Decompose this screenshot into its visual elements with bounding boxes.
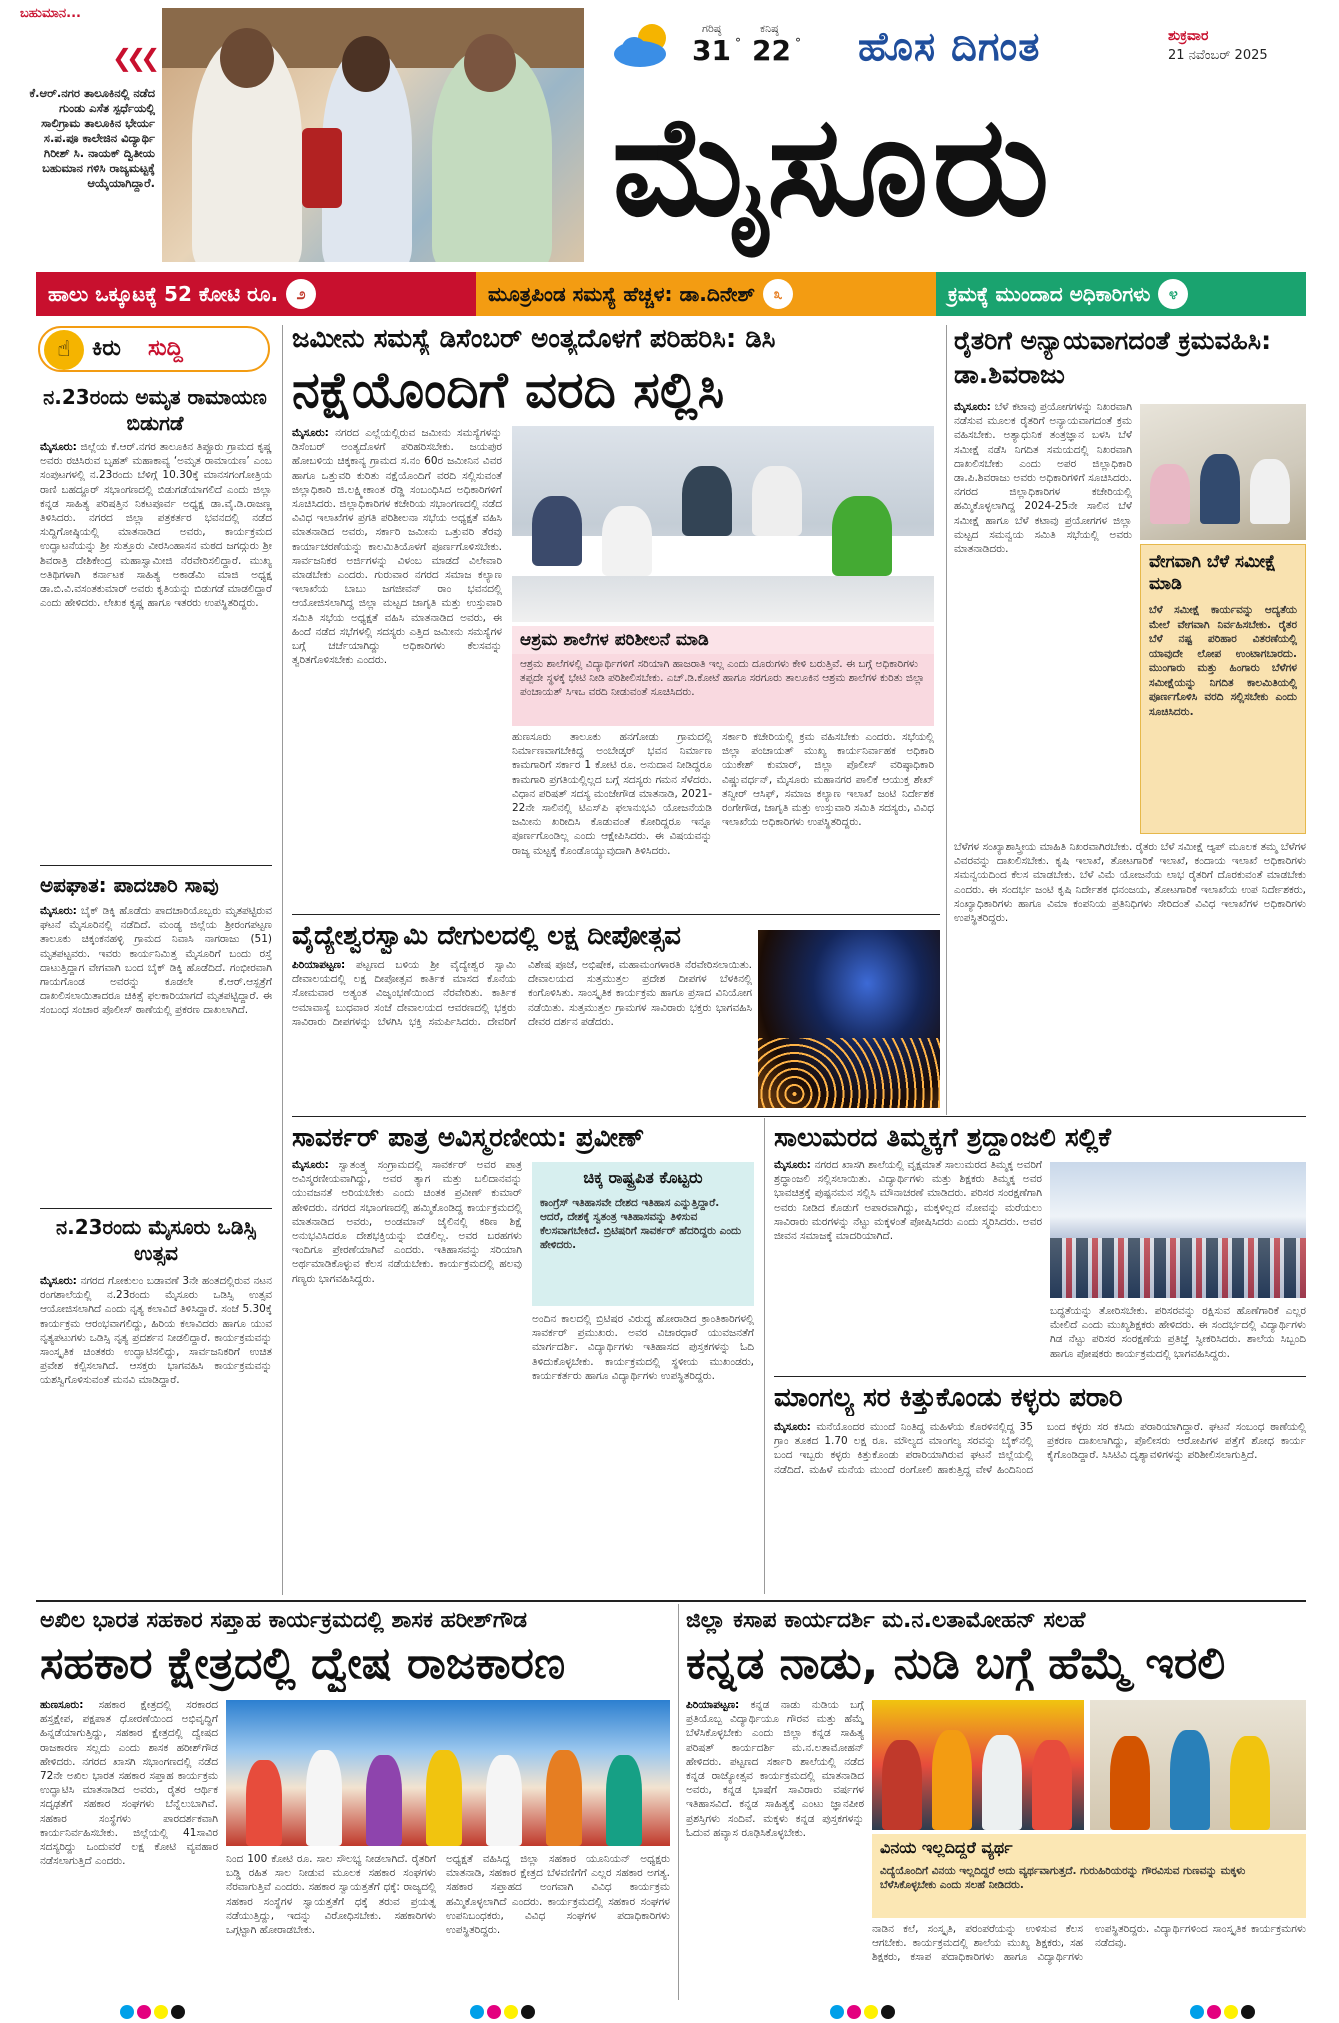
savarkar-box-text: ಕಾಂಗ್ರೆಸ್ ಇತಿಹಾಸವೇ ದೇಶದ ಇತಿಹಾಸ ಎನ್ನುತ್ತಿದ್ದಾರೆ. ಆದರೆ, ದೇಶಕ್ಕೆ ಸ್ವತಂತ್ರ ಇತಿಹಾಸವನ್ನು ತಿಳಿಸುವ ಕೆಲಸವಾಗಬೇಕಿದೆ. ಬ್ರಿಟಿಷರಿಗೆ ಸಾವರ್ಕರ್ ಹೆದರಿದ್ದರು ಎಂದು ಹೇಳಿದರು. bbox=[540, 1197, 742, 1251]
weather-max-label: ಗರಿಷ್ಠ bbox=[702, 22, 722, 35]
savarkar-place: ಮೈಸೂರು: bbox=[292, 1159, 329, 1171]
lead-text1: ನಗರದ ಎಲ್ಲೆಯಲ್ಲಿರುವ ಜಮೀನು ಸಮಸ್ಯೆಗಳನ್ನು ಡಿಸೆಂಬರ್ ಅಂತ್ಯದೊಳಗೆ ಪರಿಹರಿಸಬೇಕು. ಜಯಪುರ ಹೋಬಳಿಯ ಚಿಕ್ಕಕಾನ್ಯ ಗ್ರಾಮದ ಸ.ನಂ 60ರ ಜಮೀನಿನ ವಿವರ ಹಾಗೂ ಒತ್ತುವರಿ ಕುರಿತು ನಕ್ಷೆಯೊಂದಿಗೆ ವರದಿ ಸಲ್ಲಿಸುವಂತೆ ಜಿಲ್ಲಾಧಿಕಾರಿ ಜಿ.ಲಕ್ಷ್ಮೀಕಾಂತ ರೆಡ್ಡಿ ಸಂಬಂಧಿಸಿದ ಅಧಿಕಾರಿಗಳಿಗೆ ಸೂಚಿಸಿದರು. ಜಿಲ್ಲಾಧಿಕಾರಿಗಳ ಕಚೇರಿಯ ಸಭಾಂಗಣದಲ್ಲಿ ನಡೆದ ವಿವಿಧ ಇಲಾಖೆಗಳ ಪ್ರಗತಿ ಪರಿಶೀಲನಾ ಸಭೆಯ ಅಧ್ಯಕ್ಷತೆ ವಹಿಸಿ ಮಾತನಾಡಿದ ಅವರು, ಸರ್ಕಾರಿ ಜಮೀನು ಒತ್ತುವರಿ ತೆರವು ಕಾರ್ಯಾಚರಣೆಯನ್ನು ಕಾಲಮಿತಿಯೊಳಗೆ ಪೂರ್ಣಗೊಳಿಸಬೇಕು. ಸಾರ್ವಜನಿಕರ ಅರ್ಜಿಗಳನ್ನು ವಿಳಂಬ ಮಾಡದೆ ವಿಲೇವಾರಿ ಮಾಡಬೇಕು ಎಂದರು. ಗುರುವಾರ ನಗರದ ಸಮಾಜ ಕಲ್ಯಾಣ ಇಲಾಖೆಯ ಬಾಬು ಜಗಜೀವನ್ ರಾಂ ಭವನದಲ್ಲಿ ಆಯೋಜಿಸಲಾಗಿದ್ದ ಜಿಲ್ಲಾ ಮಟ್ಟದ ಜಾಗೃತಿ ಮತ್ತು ಉಸ್ತುವಾರಿ ಸಮಿತಿ ಸಭೆಯ ಅಧ್ಯಕ್ಷತೆ ವಹಿಸಿ ಮಾತನಾಡಿದ ಅವರು, ಈ ಹಿಂದೆ ನಡೆದ ಸಭೆಗಳಲ್ಲಿ ಸದಸ್ಯರು ಎತ್ತಿದ ಜಮೀನು ಸಮಸ್ಯೆಗಳ ಬಗ್ಗೆ ಚರ್ಚೆಯಾಗಿದ್ದು ಅಧಿಕಾರಿಗಳು ಕೆಲಸವನ್ನು ತ್ವರಿತಗೊಳಿಸಬೇಕು ಎಂದರು. bbox=[292, 427, 502, 667]
brief-2-body bbox=[40, 904, 272, 1202]
ticker-2-text: ಮೂತ್ರಪಿಂಡ ಸಮಸ್ಯೆ ಹೆಚ್ಚಳ: ಡಾ.ದಿನೇಶ್ bbox=[488, 282, 755, 306]
lead-text3: ಸರ್ಕಾರಿ ಕಚೇರಿಯಲ್ಲಿ ಕ್ರಮ ವಹಿಸಬೇಕು ಎಂದರು. ಸಭೆಯಲ್ಲಿ ಜಿಲ್ಲಾ ಪಂಚಾಯತ್ ಮುಖ್ಯ ಕಾರ್ಯನಿರ್ವಾಹಕ ಅಧಿಕಾರಿ ಯುಕೇಶ್ ಕುಮಾರ್, ಜಿಲ್ಲಾ ಪೊಲೀಸ್ ವರಿಷ್ಠಾಧಿಕಾರಿ ವಿಷ್ಣುವರ್ಧನ್, ಮೈಸೂರು ಮಹಾನಗರ ಪಾಲಿಕೆ ಆಯುಕ್ತ ಶೇಖ್ ತನ್ವೀರ್ ಆಸಿಫ್, ಸಮಾಜ ಕಲ್ಯಾಣ ಇಲಾಖೆ ಜಂಟಿ ನಿರ್ದೇಶಕ ರಂಗೇಗೌಡ, ಜಾಗೃತಿ ಮತ್ತು ಉಸ್ತುವಾರಿ ಸಮಿತಿ ಸದಸ್ಯರು, ವಿವಿಧ ಇಲಾಖೆಯ ಅಧಿಕಾರಿಗಳು ಉಪಸ್ಥಿತರಿದ್ದರು. bbox=[722, 731, 934, 829]
kannada-text2: ನಾಡಿನ ಕಲೆ, ಸಂಸ್ಕೃತಿ, ಪರಂಪರೆಯನ್ನು ಉಳಿಸುವ ಕೆಲಸ ಆಗಬೇಕು. ಕಾರ್ಯಕ್ರಮದಲ್ಲಿ ಶಾಲೆಯ ಮುಖ್ಯ ಶಿಕ್ಷಕರು, ಸಹ ಶಿಕ್ಷಕರು, ಕಸಾಪ ಪದಾಧಿಕಾರಿಗಳು ಹಾಗೂ ವಿದ್ಯಾರ್ಥಿಗಳು ಉಪಸ್ಥಿತರಿದ್ದರು. ವಿದ್ಯಾರ್ಥಿಗಳಿಂದ ಸಾಂಸ್ಕೃತಿಕ ಕಾರ್ಯಕ್ರಮಗಳು ನಡೆದವು. bbox=[872, 1923, 1306, 1964]
weather-min: 22 bbox=[752, 34, 791, 67]
paper-name-logo: ಹೊಸ ದಿಗಂತ bbox=[858, 24, 1041, 70]
kiru-suddi-badge bbox=[38, 326, 270, 372]
edition-title: ಮೈಸೂರು bbox=[612, 86, 1054, 247]
brief-1-text: ಜಿಲ್ಲೆಯ ಕೆ.ಆರ್.ನಗರ ತಾಲೂಕಿನ ತಿಪ್ಪೂರು ಗ್ರಾಮದ ಕೃಷ್ಣ ಅವರು ರಚಿಸಿರುವ ಬೃಹತ್ ಮಹಾಕಾವ್ಯ ‘ಅಮೃತ ರಾಮಾಯಣ’ ಎಂಬ ಸಂಪುಟಗಳಲ್ಲಿ ನ.23ರಂದು ಬೆಳಿಗ್ಗೆ 10.30ಕ್ಕೆ ಮಾನಸಗಂಗೋತ್ರಿಯ ರಾಣಿ ಬಹದ್ದೂರ್ ಸಭಾಂಗಣದಲ್ಲಿ ಬಿಡುಗಡೆಯಾಗಲಿದೆ ಎಂದು ಜಿಲ್ಲಾ ಕನ್ನಡ ಸಾಹಿತ್ಯ ಪರಿಷತ್ತಿನ ನಿಕಟಪೂರ್ವ ಅಧ್ಯಕ್ಷ ಡಾ.ವೈ.ಡಿ.ರಾಜಣ್ಣ ತಿಳಿಸಿದರು. ನಗರದ ಜಿಲ್ಲಾ ಪತ್ರಕರ್ತರ ಭವನದಲ್ಲಿ ನಡೆದ ಸುದ್ದಿಗೋಷ್ಠಿಯಲ್ಲಿ ಮಾತನಾಡಿದ ಅವರು, ಕಾರ್ಯಕ್ರಮದ ಉದ್ಘಾಟನೆಯನ್ನು ಶ್ರೀ ಸುತ್ತೂರು ವೀರಸಿಂಹಾಸನ ಮಠದ ಜಗದ್ಗುರು ಶ್ರೀ ಶಿವರಾತ್ರಿ ದೇಶಿಕೇಂದ್ರ ಮಹಾಸ್ವಾಮೀಜಿ ನೆರವೇರಿಸಲಿದ್ದಾರೆ. ಮುಖ್ಯ ಅತಿಥಿಗಳಾಗಿ ಕರ್ನಾಟಕ ಸಾಹಿತ್ಯ ಅಕಾಡೆಮಿ ಮಾಜಿ ಅಧ್ಯಕ್ಷ ಡಾ.ಬಿ.ವಿ.ವಸಂತಕುಮಾರ್ ಅವರು ಕೃತಿಯನ್ನು ಬಿಡುಗಡೆ ಮಾಡಲಿದ್ದಾರೆ ಎಂದು ಹೇಳಿದರು. ಲೇಖಕ ಕೃಷ್ಣ ಹಾಗೂ ಇತರರು ಉಪಸ್ಥಿತರಿದ್ದರು. bbox=[40, 441, 272, 610]
mangalya-text: ಮನೆಯೊಂದರ ಮುಂದೆ ನಿಂತಿದ್ದ ಮಹಿಳೆಯ ಕೊರಳಿನಲ್ಲಿದ್ದ 35 ಗ್ರಾಂ ತೂಕದ 1.70 ಲಕ್ಷ ರೂ. ಮೌಲ್ಯದ ಮಾಂಗಲ್ಯ ಸರವನ್ನು ಬೈಕ್‌ನಲ್ಲಿ ಬಂದ ಇಬ್ಬರು ಕಳ್ಳರು ಕಿತ್ತುಕೊಂಡು ಪರಾರಿಯಾಗಿರುವ ಘಟನೆ ಜಿಲ್ಲೆಯಲ್ಲಿ ನಡೆದಿದೆ. ಮಹಿಳೆ ಮನೆಯ ಮುಂದೆ ರಂಗೋಲಿ ಹಾಕುತ್ತಿದ್ದ ವೇಳೆ ಹಿಂದಿನಿಂದ ಬಂದ ಕಳ್ಳರು ಸರ ಕಸಿದು ಪರಾರಿಯಾಗಿದ್ದಾರೆ. ಘಟನೆ ಸಂಬಂಧ ಠಾಣೆಯಲ್ಲಿ ಪ್ರಕರಣ ದಾಖಲಾಗಿದ್ದು, ಪೊಲೀಸರು ಆರೋಪಿಗಳ ಪತ್ತೆಗೆ ಶೋಧ ಕಾರ್ಯ ಕೈಗೊಂಡಿದ್ದಾರೆ. ಸಿಸಿಟಿವಿ ದೃಶ್ಯಾವಳಿಗಳನ್ನು ಪರಿಶೀಲಿಸಲಾಗುತ್ತಿದೆ. bbox=[774, 1421, 1306, 1476]
deepotsava-text: ಪಟ್ಟಣದ ಬಳಿಯ ಶ್ರೀ ವೈದ್ಯೇಶ್ವರ ಸ್ವಾಮಿ ದೇವಾಲಯದಲ್ಲಿ ಲಕ್ಷ ದೀಪೋತ್ಸವ ಕಾರ್ತಿಕ ಮಾಸದ ಕೊನೆಯ ಸೋಮವಾರ ಅತ್ಯಂತ ವಿಜೃಂಭಣೆಯಿಂದ ನೆರವೇರಿತು. ಕಾರ್ತಿಕ ಅಮಾವಾಸ್ಯೆ ಬುಧವಾರ ಸಂಜೆ ದೇವಾಲಯದ ಆವರಣದಲ್ಲಿ ಭಕ್ತರು ಸಾವಿರಾರು ದೀಪಗಳನ್ನು ಬೆಳಗಿಸಿ ಭಕ್ತಿ ಸಮರ್ಪಿಸಿದರು. ದೇವರಿಗೆ ವಿಶೇಷ ಪೂಜೆ, ಅಭಿಷೇಕ, ಮಹಾಮಂಗಳಾರತಿ ನೆರವೇರಿಸಲಾಯಿತು. ದೇವಾಲಯದ ಸುತ್ತಮುತ್ತಲ ಪ್ರದೇಶ ದೀಪಗಳ ಬೆಳಕಿನಲ್ಲಿ ಕಂಗೊಳಿಸಿತು. ಸಾಂಸ್ಕೃತಿಕ ಕಾರ್ಯಕ್ರಮ ಹಾಗೂ ಪ್ರಸಾದ ವಿನಿಯೋಗ ನಡೆಯಿತು. ಸುತ್ತಮುತ್ತಲ ಗ್ರಾಮಗಳ ಸಾವಿರಾರು ಭಕ್ತರು ಭಾಗವಹಿಸಿ ದೇವರ ದರ್ಶನ ಪಡೆದರು. bbox=[292, 959, 752, 1028]
sahakara-col3 bbox=[446, 1852, 670, 1998]
brief-3-body bbox=[40, 1274, 272, 1580]
weather-max: 31 bbox=[692, 34, 731, 67]
kannada-photo-2 bbox=[1090, 1700, 1306, 1830]
savarkar-headline: ಸಾವರ್ಕರ್ ಪಾತ್ರ ಅವಿಸ್ಮರಣೀಯ: ಪ್ರವೀಣ್ bbox=[292, 1123, 645, 1153]
farmers-text2: ಬೆಳೆಗಳ ಸಂಖ್ಯಾಶಾಸ್ತ್ರೀಯ ಮಾಹಿತಿ ನಿಖರವಾಗಿರಬೇಕು. ರೈತರು ಬೆಳೆ ಸಮೀಕ್ಷೆ ಆ್ಯಪ್ ಮೂಲಕ ತಮ್ಮ ಬೆಳೆಗಳ ವಿವರವನ್ನು ದಾಖಲಿಸಬೇಕು. ಕೃಷಿ ಇಲಾಖೆ, ತೋಟಗಾರಿಕೆ ಇಲಾಖೆ, ಕಂದಾಯ ಇಲಾಖೆ ಅಧಿಕಾರಿಗಳು ಸಮನ್ವಯದಿಂದ ಕೆಲಸ ಮಾಡಬೇಕು. ಬೆಳೆ ವಿಮೆ ಯೋಜನೆಯ ಲಾಭ ರೈತರಿಗೆ ದೊರಕುವಂತೆ ಮಾಡಬೇಕು ಎಂದರು. ಈ ಸಂದರ್ಭ ಜಂಟಿ ಕೃಷಿ ನಿರ್ದೇಶಕ ಧನಂಜಯ, ತೋಟಗಾರಿಕೆ ಇಲಾಖೆಯ ಉಪ ನಿರ್ದೇಶಕರು, ಸಂಖ್ಯಾಧಿಕಾರಿಗಳು ಹಾಗೂ ವಿಮಾ ಕಂಪನಿಯ ಪ್ರತಿನಿಧಿಗಳು ಸೇರಿದಂತೆ ವಿವಿಧ ಇಲಾಖೆಗಳ ಅಧಿಕಾರಿಗಳು ಉಪಸ್ಥಿತರಿದ್ದರು. bbox=[954, 841, 1306, 925]
ticker-1[interactable] bbox=[36, 272, 476, 316]
thimmakka-headline: ಸಾಲುಮರದ ತಿಮ್ಮಕ್ಕಗೆ ಶ್ರದ್ಧಾಂಜಲಿ ಸಲ್ಲಿಕೆ bbox=[774, 1123, 1112, 1153]
savarkar-box bbox=[532, 1162, 754, 1306]
savarkar-col1 bbox=[292, 1158, 522, 1594]
farmers-photo bbox=[1140, 404, 1306, 540]
masthead: ಬಹುಮಾನ... ❮❮❮ ಕೆ.ಆರ್.ನಗರ ತಾಲೂಕಿನಲ್ಲಿ ನಡೆದ ಗುಂಡು ಎಸೆತ ಸ್ಪರ್ಧೆಯಲ್ಲಿ ಸಾಲಿಗ್ರಾಮ ತಾಲೂಕಿನ ಭೇರ್ಯ ಸ.ಪ.ಪೂ ಕಾಲೇಜಿನ ವಿದ್ಯಾರ್ಥಿ ಗಿರೀಶ್ ಸಿ. ನಾಯಕ್ ದ್ವಿತೀಯ ಬಹುಮಾನ ಗಳಿಸಿ ರಾಜ್ಯಮಟ್ಟಕ್ಕೆ ಆಯ್ಕೆಯಾಗಿದ್ದಾರೆ. ಗರಿಷ್ಠ 31 ° ಕನಿಷ್ಠ 22 ° ಹೊಸ ದಿಗಂತ ಶುಕ್ರವಾರ 21 ನವೆಂಬರ್ 2025 ಮೈಸೂರು bbox=[0, 0, 1339, 270]
savarkar-text2: ಅಂದಿನ ಕಾಲದಲ್ಲಿ ಬ್ರಿಟಿಷರ ವಿರುದ್ಧ ಹೋರಾಡಿದ ಕ್ರಾಂತಿಕಾರಿಗಳಲ್ಲಿ ಸಾವರ್ಕರ್ ಪ್ರಮುಖರು. ಅವರ ವಿಚಾರಧಾರೆ ಯುವಜನತೆಗೆ ಮಾರ್ಗದರ್ಶಿ. ವಿದ್ಯಾರ್ಥಿಗಳು ಇತಿಹಾಸದ ಪುಸ್ತಕಗಳನ್ನು ಓದಿ ತಿಳಿದುಕೊಳ್ಳಬೇಕು. ಕಾರ್ಯಕ್ರಮದಲ್ಲಿ ಸ್ಥಳೀಯ ಮುಖಂಡರು, ಕಾರ್ಯಕರ್ತರು ಹಾಗೂ ವಿದ್ಯಾರ್ಥಿಗಳು ಉಪಸ್ಥಿತರಿದ್ದರು. bbox=[532, 1313, 754, 1382]
crop-box-text: ಬೆಳೆ ಸಮೀಕ್ಷೆ ಕಾರ್ಯವನ್ನು ಆದ್ಯತೆಯ ಮೇಲೆ ವೇಗವಾಗಿ ನಿರ್ವಹಿಸಬೇಕು. ರೈತರ ಬೆಳೆ ನಷ್ಟ ಪರಿಹಾರ ವಿತರಣೆಯಲ್ಲಿ ಯಾವುದೇ ಲೋಪ ಉಂಟಾಗಬಾರದು. ಮುಂಗಾರು ಮತ್ತು ಹಿಂಗಾರು ಬೆಳೆಗಳ ಸಮೀಕ್ಷೆಯನ್ನು ನಿಗದಿತ ಕಾಲಮಿತಿಯಲ್ಲಿ ಪೂರ್ಣಗೊಳಿಸಿ ವರದಿ ಸಲ್ಲಿಸಬೇಕು ಎಂದು ಸೂಚಿಸಿದರು. bbox=[1149, 604, 1297, 718]
farmers-text1: ಬೆಳೆ ಕಟಾವು ಪ್ರಯೋಗಗಳನ್ನು ನಿಖರವಾಗಿ ನಡೆಸುವ ಮೂಲಕ ರೈತರಿಗೆ ಅನ್ಯಾಯವಾಗದಂತೆ ಕ್ರಮ ವಹಿಸಬೇಕು. ಅತ್ಯಾಧುನಿಕ ತಂತ್ರಜ್ಞಾನ ಬಳಸಿ ಬೆಳೆ ಸಮೀಕ್ಷೆ ನಡೆಸಿ ನಿಗದಿತ ಸಮಯದಲ್ಲಿ ನಿಖರವಾಗಿ ದಾಖಲಿಸಬೇಕು ಎಂದು ಅಪರ ಜಿಲ್ಲಾಧಿಕಾರಿ ಡಾ.ಪಿ.ಶಿವರಾಜು ಅವರು ಅಧಿಕಾರಿಗಳಿಗೆ ಸೂಚಿಸಿದರು. ನಗರದ ಜಿಲ್ಲಾಧಿಕಾರಿಗಳ ಕಚೇರಿಯಲ್ಲಿ ಹಮ್ಮಿಕೊಳ್ಳಲಾಗಿದ್ದ 2024-25ನೇ ಸಾಲಿನ ಬೆಳೆ ಸಮೀಕ್ಷೆ ಹಾಗೂ ಬೆಳೆ ಕಟಾವು ಪ್ರಯೋಗಗಳ ಜಿಲ್ಲಾ ಮಟ್ಟದ ಸಮನ್ವಯ ಸಮಿತಿ ಸಭೆಯಲ್ಲಿ ಅವರು ಮಾತನಾಡಿದರು. bbox=[954, 401, 1132, 556]
date-day: ಶುಕ್ರವಾರ bbox=[1168, 28, 1209, 44]
thimmakka-text1: ನಗರದ ಖಾಸಗಿ ಶಾಲೆಯಲ್ಲಿ ವೃಕ್ಷಮಾತೆ ಸಾಲುಮರದ ತಿಮ್ಮಕ್ಕ ಅವರಿಗೆ ಶ್ರದ್ಧಾಂಜಲಿ ಸಲ್ಲಿಸಲಾಯಿತು. ವಿದ್ಯಾರ್ಥಿಗಳು ಮತ್ತು ಶಿಕ್ಷಕರು ತಿಮ್ಮಕ್ಕ ಅವರ ಭಾವಚಿತ್ರಕ್ಕೆ ಪುಷ್ಪನಮನ ಸಲ್ಲಿಸಿ ಮೌನಾಚರಣೆ ಮಾಡಿದರು. ಪರಿಸರ ಸಂರಕ್ಷಣೆಗಾಗಿ ಅವರು ನೀಡಿದ ಕೊಡುಗೆ ಅಪಾರವಾಗಿದ್ದು, ಮಕ್ಕಳಿಲ್ಲದ ನೋವನ್ನು ಮರೆಯಲು ಸಾವಿರಾರು ಮರಗಳನ್ನು ನೆಟ್ಟು ಮಕ್ಕಳಂತೆ ಪೋಷಿಸಿದರು ಎಂದು ಸ್ಮರಿಸಿದರು. ಅವರ ಜೀವನ ಸಮಾಜಕ್ಕೆ ಮಾದರಿಯಾಗಿದೆ. bbox=[774, 1159, 1042, 1243]
farmers-col1 bbox=[954, 400, 1132, 830]
thimmakka-text2: ಬದ್ಧತೆಯನ್ನು ತೋರಿಸಬೇಕು. ಪರಿಸರವನ್ನು ರಕ್ಷಿಸುವ ಹೊಣೆಗಾರಿಕೆ ಎಲ್ಲರ ಮೇಲಿದೆ ಎಂದು ಮುಖ್ಯಶಿಕ್ಷಕರು ಹೇಳಿದರು. ಈ ಸಂದರ್ಭದಲ್ಲಿ ವಿದ್ಯಾರ್ಥಿಗಳು ಗಿಡ ನೆಟ್ಟು ಪರಿಸರ ಸಂರಕ್ಷಣೆಯ ಪ್ರತಿಜ್ಞೆ ಸ್ವೀಕರಿಸಿದರು. ಶಾಲೆಯ ಸಿಬ್ಬಂದಿ ಹಾಗೂ ಪೋಷಕರು ಕಾರ್ಯಕ್ರಮದಲ್ಲಿ ಭಾಗವಹಿಸಿದ್ದರು. bbox=[1050, 1305, 1306, 1360]
vinaya-box-title: ವಿನಯ ಇಲ್ಲದಿದ್ದರೆ ವ್ಯರ್ಥ bbox=[880, 1838, 1013, 1857]
lead-col1 bbox=[292, 426, 502, 908]
lead-col2 bbox=[512, 730, 712, 908]
hand-icon: ☝ bbox=[44, 330, 84, 370]
thimmakka-col1 bbox=[774, 1158, 1042, 1370]
weather-min-label: ಕನಿಷ್ಠ bbox=[760, 22, 779, 35]
ticker-3-text: ಕ್ರಮಕ್ಕೆ ಮುಂದಾದ ಅಧಿಕಾರಿಗಳು bbox=[948, 282, 1151, 306]
kiru-label: ಕಿರು bbox=[92, 336, 121, 361]
kannada-place: ಪಿರಿಯಾಪಟ್ಟಣ: bbox=[686, 1699, 740, 1711]
mangalya-body bbox=[774, 1420, 1306, 1594]
chevrons-icon: ❮❮❮ bbox=[112, 44, 155, 72]
deepotsava-body bbox=[292, 958, 752, 1108]
lead-kicker: ಜಮೀನು ಸಮಸ್ಯೆ ಡಿಸೆಂಬರ್ ಅಂತ್ಯದೊಳಗೆ ಪರಿಹರಿಸಿ: ಡಿಸಿ bbox=[292, 324, 776, 354]
brief-1-place: ಮೈಸೂರು: bbox=[40, 441, 77, 453]
mangalya-place: ಮೈಸೂರು: bbox=[774, 1421, 811, 1433]
farmers-place: ಮೈಸೂರು: bbox=[954, 401, 991, 413]
crop-box bbox=[1140, 544, 1306, 834]
vinaya-box-text: ವಿದ್ಯೆಯೊಂದಿಗೆ ವಿನಯ ಇಲ್ಲದಿದ್ದರೆ ಅದು ವ್ಯರ್ಥವಾಗುತ್ತದೆ. ಗುರುಹಿರಿಯರನ್ನು ಗೌರವಿಸುವ ಗುಣವನ್ನು ಮಕ್ಕಳು ಬೆಳೆಸಿಕೊಳ್ಳಬೇಕು ಎಂದು ಸಲಹೆ ನೀಡಿದರು. bbox=[880, 1865, 1246, 1891]
brief-2-place: ಮೈಸೂರು: bbox=[40, 905, 77, 917]
ticker-2[interactable] bbox=[476, 272, 936, 316]
savarkar-text1: ಸ್ವಾತಂತ್ರ್ಯ ಸಂಗ್ರಾಮದಲ್ಲಿ ಸಾವರ್ಕರ್ ಅವರ ಪಾತ್ರ ಅವಿಸ್ಮರಣೀಯವಾಗಿದ್ದು, ಅವರ ತ್ಯಾಗ ಮತ್ತು ಬಲಿದಾನವನ್ನು ಯುವಜನತೆ ಅರಿಯಬೇಕು ಎಂದು ಚಿಂತಕ ಪ್ರವೀಣ್ ಕುಮಾರ್ ಹೇಳಿದರು. ನಗರದ ಸಭಾಂಗಣದಲ್ಲಿ ಹಮ್ಮಿಕೊಂಡಿದ್ದ ಕಾರ್ಯಕ್ರಮದಲ್ಲಿ ಮಾತನಾಡಿದ ಅವರು, ಅಂಡಮಾನ್ ಜೈಲಿನಲ್ಲಿ ಕಠಿಣ ಶಿಕ್ಷೆ ಅನುಭವಿಸಿದರೂ ದೇಶಭಕ್ತಿಯನ್ನು ಬಿಡಲಿಲ್ಲ. ಅವರ ಬರಹಗಳು ಇಂದಿಗೂ ಪ್ರೇರಣೆಯಾಗಿವೆ ಎಂದರು. ಇತಿಹಾಸವನ್ನು ಸರಿಯಾಗಿ ಅರ್ಥಮಾಡಿಕೊಳ್ಳುವ ಕೆಲಸ ನಡೆಯಬೇಕು. ಕಾರ್ಯಕ್ರಮದಲ್ಲಿ ಹಲವು ಗಣ್ಯರು ಭಾಗವಹಿಸಿದ್ದರು. bbox=[292, 1159, 522, 1285]
sahakara-place: ಹುಣಸೂರು: bbox=[40, 1699, 84, 1711]
kannada-photo-1 bbox=[872, 1700, 1084, 1830]
lead-headline: ನಕ್ಷೆಯೊಂದಿಗೆ ವರದಿ ಸಲ್ಲಿಸಿ bbox=[292, 361, 725, 419]
kannada-kicker: ಜಿಲ್ಲಾ ಕಸಾಪ ಕಾರ್ಯದರ್ಶಿ ಮ.ನ.ಲತಾಮೋಹನ್ ಸಲಹೆ bbox=[686, 1608, 1086, 1633]
brief-3-title: ನ.23ರಂದು ಮೈಸೂರು ಒಡಿಸ್ಸಿ ಉತ್ಸವ bbox=[56, 1215, 256, 1265]
ashrama-box-text: ಆಶ್ರಮ ಶಾಲೆಗಳಲ್ಲಿ ವಿದ್ಯಾರ್ಥಿಗಳಿಗೆ ಸರಿಯಾಗಿ ಹಾಜರಾತಿ ಇಲ್ಲ ಎಂದು ದೂರುಗಳು ಕೇಳಿ ಬರುತ್ತಿವೆ. ಈ ಬಗ್ಗೆ ಅಧಿಕಾರಿಗಳು ತಪ್ಪದೇ ಸ್ಥಳಕ್ಕೆ ಭೇಟಿ ನೀಡಿ ಪರಿಶೀಲಿಸಬೇಕು. ಎಚ್.ಡಿ.ಕೋಟೆ ಹಾಗೂ ಸರಗೂರು ತಾಲೂಕಿನ ಆಶ್ರಮ ಶಾಲೆಗಳ ಕುರಿತು ಜಿಲ್ಲಾ ಪಂಚಾಯತ್ ಸಿಇಒ ವರದಿ ನೀಡುವಂತೆ ಸೂಚಿಸಿದರು. bbox=[520, 658, 925, 698]
date: 21 ನವೆಂಬರ್ 2025 bbox=[1168, 48, 1268, 63]
thimmakka-place: ಮೈಸೂರು: bbox=[774, 1159, 811, 1171]
savarkar-box-title: ಚಿಕ್ಕ ರಾಷ್ಟ್ರಪಿತ ಕೊಟ್ಟರು bbox=[583, 1168, 703, 1187]
ticker-3-page: ೪ bbox=[1158, 279, 1188, 309]
suddi-label: ಸುದ್ದಿ bbox=[148, 336, 183, 361]
brief-1-body bbox=[40, 440, 272, 860]
thimmakka-photo bbox=[1050, 1162, 1306, 1298]
thimmakka-col2 bbox=[1050, 1304, 1306, 1370]
lead-place: ಮೈಸೂರು: bbox=[292, 427, 329, 439]
mangalya-headline: ಮಾಂಗಲ್ಯ ಸರ ಕಿತ್ತುಕೊಂಡು ಕಳ್ಳರು ಪರಾರಿ bbox=[774, 1383, 1123, 1413]
deepotsava-place: ಪಿರಿಯಾಪಟ್ಟಣ: bbox=[292, 959, 346, 971]
brief-2-text: ಬೈಕ್ ಡಿಕ್ಕಿ ಹೊಡೆದು ಪಾದಚಾರಿಯೊಬ್ಬರು ಮೃತಪಟ್ಟಿರುವ ಘಟನೆ ಮೈಸೂರಿನಲ್ಲಿ ನಡೆದಿದೆ. ಮಂಡ್ಯ ಜಿಲ್ಲೆಯ ಶ್ರೀರಂಗಪಟ್ಟಣ ತಾಲೂಕು ಚಿಕ್ಕಂಕನಹಳ್ಳಿ ಗ್ರಾಮದ ನಿವಾಸಿ ನಾಗರಾಜು (51) ಮೃತಪಟ್ಟವರು. ಇವರು ಕಾರ್ಯನಿಮಿತ್ತ ಮೈಸೂರಿಗೆ ಬಂದು ರಸ್ತೆ ದಾಟುತ್ತಿದ್ದಾಗ ವೇಗವಾಗಿ ಬಂದ ಬೈಕ್ ಡಿಕ್ಕಿ ಹೊಡೆದಿದೆ. ಗಂಭೀರವಾಗಿ ಗಾಯಗೊಂಡ ಅವರನ್ನು ಕೂಡಲೇ ಕೆ.ಆರ್.ಆಸ್ಪತ್ರೆಗೆ ದಾಖಲಿಸಲಾಯಿತಾದರೂ ಚಿಕಿತ್ಸೆ ಫಲಕಾರಿಯಾಗದೆ ಮೃತಪಟ್ಟಿದ್ದಾರೆ. ಈ ಸಂಬಂಧ ಸಂಚಾರ ಪೊಲೀಸ್ ಠಾಣೆಯಲ್ಲಿ ಪ್ರಕರಣ ದಾಖಲಾಗಿದೆ. bbox=[40, 905, 272, 1017]
vinaya-box bbox=[872, 1834, 1306, 1918]
masthead-tag: ಬಹುಮಾನ... bbox=[20, 6, 81, 21]
deepotsava-photo bbox=[758, 930, 940, 1108]
brief-2-title: ಅಪಘಾತ: ಪಾದಚಾರಿ ಸಾವು bbox=[40, 873, 219, 897]
lead-photo bbox=[512, 426, 934, 622]
sahakara-col1 bbox=[40, 1698, 218, 1998]
crop-box-title: ವೇಗವಾಗಿ ಬೆಳೆ ಸಮೀಕ್ಷೆ ಮಾಡಿ bbox=[1149, 552, 1277, 594]
kannada-col1 bbox=[686, 1698, 864, 1998]
brief-1-title: ನ.23ರಂದು ಅಮೃತ ರಾಮಾಯಣ ಬಿಡುಗಡೆ bbox=[43, 385, 267, 435]
savarkar-col2 bbox=[532, 1312, 754, 1594]
sahakara-text3: ಅಧ್ಯಕ್ಷತೆ ವಹಿಸಿದ್ದ ಜಿಲ್ಲಾ ಸಹಕಾರ ಯೂನಿಯನ್ ಅಧ್ಯಕ್ಷರು ಮಾತನಾಡಿ, ಸಹಕಾರ ಕ್ಷೇತ್ರದ ಬೆಳವಣಿಗೆಗೆ ಎಲ್ಲರ ಸಹಕಾರ ಅಗತ್ಯ. ಸಹಕಾರ ಸಪ್ತಾಹದ ಅಂಗವಾಗಿ ವಿವಿಧ ಕಾರ್ಯಕ್ರಮ ಹಮ್ಮಿಕೊಳ್ಳಲಾಗಿದೆ ಎಂದರು. ಕಾರ್ಯಕ್ರಮದಲ್ಲಿ ಸಹಕಾರ ಸಂಘಗಳ ಉಪನಿಬಂಧಕರು, ವಿವಿಧ ಸಂಘಗಳ ಪದಾಧಿಕಾರಿಗಳು ಉಪಸ್ಥಿತರಿದ್ದರು. bbox=[446, 1853, 670, 1937]
sahakara-text1: ಸಹಕಾರ ಕ್ಷೇತ್ರದಲ್ಲಿ ಸರಕಾರದ ಹಸ್ತಕ್ಷೇಪ, ಪಕ್ಷಪಾತ ಧೋರಣೆಯಿಂದ ಅಭಿವೃದ್ಧಿಗೆ ಹಿನ್ನಡೆಯಾಗುತ್ತಿದ್ದು, ಸಹಕಾರ ಕ್ಷೇತ್ರದಲ್ಲಿ ದ್ವೇಷದ ರಾಜಕಾರಣ ಸಲ್ಲದು ಎಂದು ಶಾಸಕ ಹರೀಶ್‌ಗೌಡ ಹೇಳಿದರು. ನಗರದ ಖಾಸಗಿ ಸಭಾಂಗಣದಲ್ಲಿ ನಡೆದ 72ನೇ ಅಖಿಲ ಭಾರತ ಸಹಕಾರ ಸಪ್ತಾಹ ಕಾರ್ಯಕ್ರಮ ಉದ್ಘಾಟಿಸಿ ಮಾತನಾಡಿದ ಅವರು, ರೈತರ ಆರ್ಥಿಕ ಸದೃಢತೆಗೆ ಸಹಕಾರ ಸಂಘಗಳು ಬೆನ್ನೆಲುಬಾಗಿವೆ. ಸಹಕಾರ ಸಂಸ್ಥೆಗಳು ಪಾರದರ್ಶಕವಾಗಿ ಕಾರ್ಯನಿರ್ವಹಿಸಬೇಕು. ಜಿಲ್ಲೆಯಲ್ಲಿ 41ಸಾವಿರ ಸದಸ್ಯರಿದ್ದು ಒಂದುವರೆ ಲಕ್ಷ ಕೋಟಿ ವ್ಯವಹಾರ ನಡೆಸಲಾಗುತ್ತಿದೆ ಎಂದರು. bbox=[40, 1699, 218, 1868]
brief-3-place: ಮೈಸೂರು: bbox=[40, 1275, 77, 1287]
ashrama-box-title: ಆಶ್ರಮ ಶಾಲೆಗಳ ಪರಿಶೀಲನೆ ಮಾಡಿ bbox=[512, 626, 934, 654]
kannada-text1: ಕನ್ನಡ ನಾಡು ನುಡಿಯ ಬಗ್ಗೆ ಪ್ರತಿಯೊಬ್ಬ ವಿದ್ಯಾರ್ಥಿಯೂ ಗೌರವ ಮತ್ತು ಹೆಮ್ಮೆ ಬೆಳೆಸಿಕೊಳ್ಳಬೇಕು ಎಂದು ಜಿಲ್ಲಾ ಕನ್ನಡ ಸಾಹಿತ್ಯ ಪರಿಷತ್ ಕಾರ್ಯದರ್ಶಿ ಮ.ನ.ಲತಾಮೋಹನ್ ಹೇಳಿದರು. ಪಟ್ಟಣದ ಸರ್ಕಾರಿ ಶಾಲೆಯಲ್ಲಿ ನಡೆದ ಕನ್ನಡ ರಾಜ್ಯೋತ್ಸವ ಕಾರ್ಯಕ್ರಮದಲ್ಲಿ ಮಾತನಾಡಿದ ಅವರು, ಕನ್ನಡ ಭಾಷೆಗೆ ಸಾವಿರಾರು ವರ್ಷಗಳ ಇತಿಹಾಸವಿದೆ. ಕನ್ನಡ ಸಾಹಿತ್ಯಕ್ಕೆ ಎಂಟು ಜ್ಞಾನಪೀಠ ಪ್ರಶಸ್ತಿಗಳು ಸಂದಿವೆ. ಮಕ್ಕಳು ಕನ್ನಡ ಪುಸ್ತಕಗಳನ್ನು ಓದುವ ಹವ್ಯಾಸ ರೂಢಿಸಿಕೊಳ್ಳಬೇಕು. bbox=[686, 1699, 864, 1839]
ticker-2-page: ೩ bbox=[763, 279, 793, 309]
kannada-headline: ಕನ್ನಡ ನಾಡು, ನುಡಿ ಬಗ್ಗೆ ಹೆಮ್ಮೆ ಇರಲಿ bbox=[686, 1638, 1226, 1689]
sahakara-headline: ಸಹಕಾರ ಕ್ಷೇತ್ರದಲ್ಲಿ ದ್ವೇಷ ರಾಜಕಾರಣ bbox=[40, 1638, 566, 1689]
deepotsava-headline: ವೈದ್ಯೇಶ್ವರಸ್ವಾಮಿ ದೇಗುಲದಲ್ಲಿ ಲಕ್ಷ ದೀಪೋತ್ಸವ bbox=[292, 921, 681, 951]
sahakara-col2 bbox=[226, 1852, 436, 1998]
sahakara-text2: ನಿಂದ 100 ಕೋಟಿ ರೂ. ಸಾಲ ಸೌಲಭ್ಯ ನೀಡಲಾಗಿದೆ. ರೈತರಿಗೆ ಬಡ್ಡಿ ರಹಿತ ಸಾಲ ನೀಡುವ ಮೂಲಕ ಸಹಕಾರ ಸಂಘಗಳು ನೆರವಾಗುತ್ತಿವೆ ಎಂದರು. ಸಹಕಾರ ಸ್ವಾಯತ್ತತೆಗೆ ಧಕ್ಕೆ: ರಾಜ್ಯದಲ್ಲಿ ಸಹಕಾರ ಸಂಸ್ಥೆಗಳ ಸ್ವಾಯತ್ತತೆಗೆ ಧಕ್ಕೆ ತರುವ ಪ್ರಯತ್ನ ನಡೆಯುತ್ತಿದ್ದು, ಇದನ್ನು ವಿರೋಧಿಸಬೇಕು. ಸಹಕಾರಿಗಳು ಒಗ್ಗಟ್ಟಾಗಿ ಹೋರಾಡಬೇಕು. bbox=[226, 1853, 436, 1937]
ticker-1-text: ಹಾಲು ಒಕ್ಕೂಟಕ್ಕೆ 52 ಕೋಟಿ ರೂ. bbox=[48, 282, 279, 306]
lead-text2: ಹುಣಸೂರು ತಾಲೂಕು ಹನಗೋಡು ಗ್ರಾಮದಲ್ಲಿ ನಿರ್ಮಾಣವಾಗಬೇಕಿದ್ದ ಅಂಬೇಡ್ಕರ್ ಭವನ ನಿರ್ಮಾಣ ಕಾಮಗಾರಿಗೆ ಸರ್ಕಾರ 1 ಕೋಟಿ ರೂ. ಅನುದಾನ ನೀಡಿದ್ದರೂ ಕಾಮಗಾರಿ ಪ್ರಗತಿಯಲ್ಲಿಲ್ಲದ ಬಗ್ಗೆ ಸದಸ್ಯರು ಗಮನ ಸೆಳೆದರು. ವಿಧಾನ ಪರಿಷತ್ ಸದಸ್ಯ ಮಂಜೇಗೌಡ ಮಾತನಾಡಿ, 2021-22ನೇ ಸಾಲಿನಲ್ಲಿ ಟಿಎಸ್‌ಪಿ ಫಲಾನುಭವಿ ಯೋಜನೆಯಡಿ ಜಮೀನು ಖರೀದಿಸಿ ಕೊಡುವಂತೆ ಕೋರಿದ್ದರೂ ಇನ್ನೂ ಪೂರ್ಣಗೊಂಡಿಲ್ಲ ಎಂದು ಆಕ್ಷೇಪಿಸಿದರು. ಈ ವಿಷಯವನ್ನು ರಾಜ್ಯ ಮಟ್ಟಕ್ಕೆ ಕೊಂಡೊಯ್ಯುವುದಾಗಿ ತಿಳಿಸಿದರು. bbox=[512, 731, 712, 857]
weather-cloud-icon bbox=[612, 22, 678, 68]
sahakara-photo bbox=[226, 1700, 670, 1846]
farmers-headline: ರೈತರಿಗೆ ಅನ್ಯಾಯವಾಗದಂತೆ ಕ್ರಮವಹಿಸಿ: ಡಾ.ಶಿವರಾಜು bbox=[954, 326, 1272, 389]
ticker-3[interactable] bbox=[936, 272, 1306, 316]
ashrama-box bbox=[512, 626, 934, 726]
lead-col3 bbox=[722, 730, 934, 908]
brief-3-text: ನಗರದ ಗೋಕುಲಂ ಬಡಾವಣೆ 3ನೇ ಹಂತದಲ್ಲಿರುವ ನಟನ ರಂಗಶಾಲೆಯಲ್ಲಿ ನ.23ರಂದು ಮೈಸೂರು ಒಡಿಸ್ಸಿ ಉತ್ಸವ ಆಯೋಜಿಸಲಾಗಿದೆ ಎಂದು ನೃತ್ಯ ಕಲಾವಿದೆ ತಿಳಿಸಿದ್ದಾರೆ. ಸಂಜೆ 5.30ಕ್ಕೆ ಕಾರ್ಯಕ್ರಮ ಆರಂಭವಾಗಲಿದ್ದು, ಹಿರಿಯ ಕಲಾವಿದರು ಹಾಗೂ ಯುವ ನೃತ್ಯಪಟುಗಳು ಒಡಿಸ್ಸಿ ನೃತ್ಯ ಪ್ರದರ್ಶನ ನೀಡಲಿದ್ದಾರೆ. ಕಾರ್ಯಕ್ರಮವನ್ನು ಸಾಂಸ್ಕೃತಿಕ ಚಿಂತಕರು ಉದ್ಘಾಟಿಸಲಿದ್ದು, ಸಾರ್ವಜನಿಕರಿಗೆ ಉಚಿತ ಪ್ರವೇಶ ಕಲ್ಪಿಸಲಾಗಿದೆ. ಆಸಕ್ತರು ಭಾಗವಹಿಸಿ ಕಾರ್ಯಕ್ರಮವನ್ನು ಯಶಸ್ವಿಗೊಳಿಸುವಂತೆ ಮನವಿ ಮಾಡಿದ್ದಾರೆ. bbox=[40, 1275, 272, 1387]
kannada-col2 bbox=[872, 1922, 1306, 1998]
sahakara-kicker: ಅಖಿಲ ಭಾರತ ಸಹಕಾರ ಸಪ್ತಾಹ ಕಾರ್ಯಕ್ರಮದಲ್ಲಿ ಶಾಸಕ ಹರೀಶ್‌ಗೌಡ bbox=[40, 1608, 528, 1633]
cover-photo bbox=[162, 8, 584, 262]
ticker-1-page: ೨ bbox=[286, 279, 316, 309]
registration-marks bbox=[120, 2004, 188, 2023]
cover-caption: ಕೆ.ಆರ್.ನಗರ ತಾಲೂಕಿನಲ್ಲಿ ನಡೆದ ಗುಂಡು ಎಸೆತ ಸ್ಪರ್ಧೆಯಲ್ಲಿ ಸಾಲಿಗ್ರಾಮ ತಾಲೂಕಿನ ಭೇರ್ಯ ಸ.ಪ.ಪೂ ಕಾಲೇಜಿನ ವಿದ್ಯಾರ್ಥಿ ಗಿರೀಶ್ ಸಿ. ನಾಯಕ್ ದ್ವಿತೀಯ ಬಹುಮಾನ ಗಳಿಸಿ ರಾಜ್ಯಮಟ್ಟಕ್ಕೆ ಆಯ್ಕೆಯಾಗಿದ್ದಾರೆ. bbox=[29, 86, 155, 190]
farmers-col2 bbox=[954, 840, 1306, 1102]
